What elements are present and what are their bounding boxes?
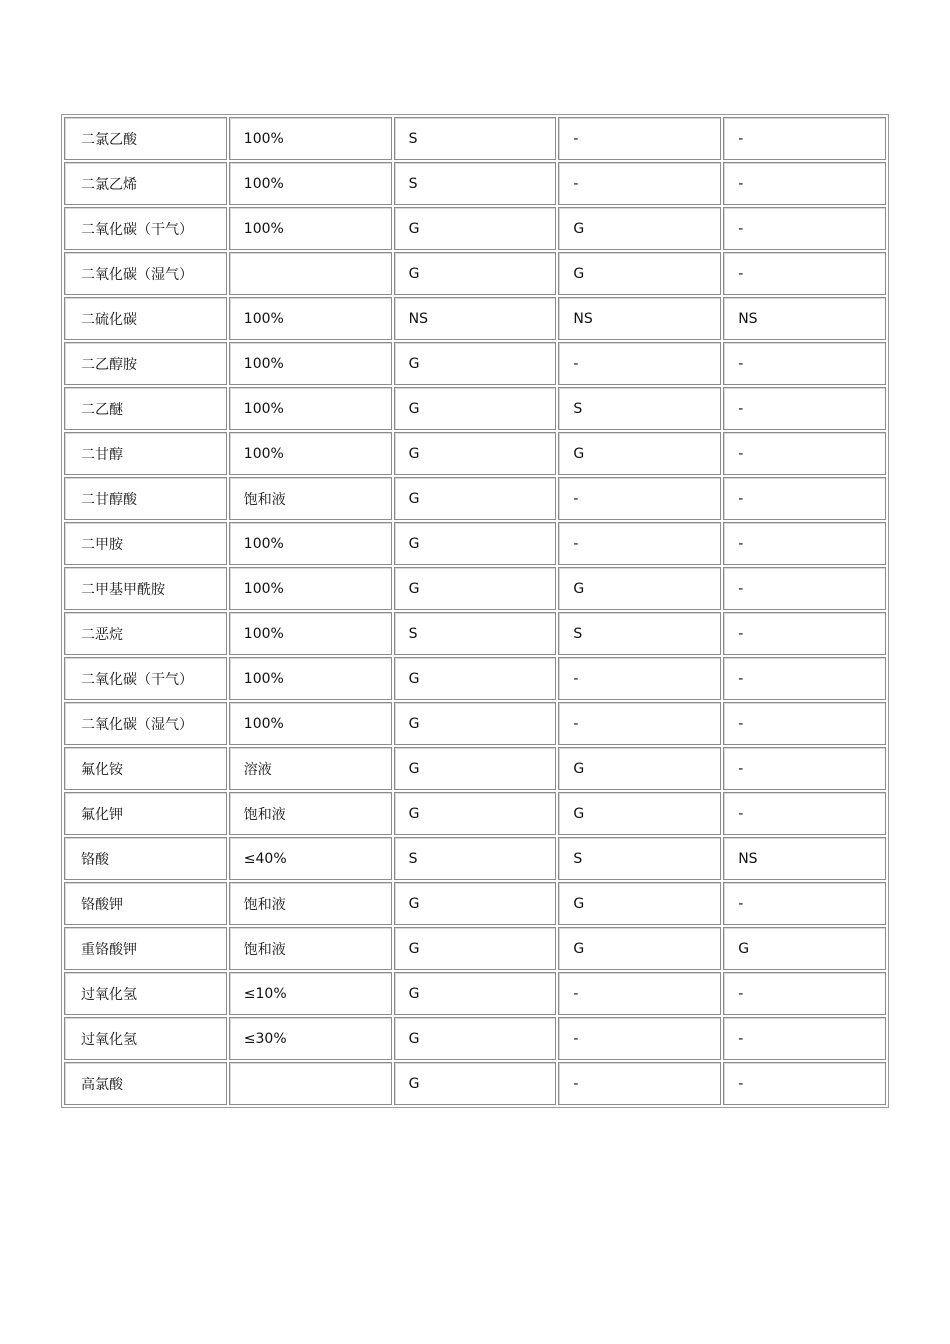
rating-cell-2: NS — [558, 297, 721, 340]
rating-cell-1: G — [394, 207, 557, 250]
rating-cell-1: G — [394, 927, 557, 970]
rating-cell-1: G — [394, 342, 557, 385]
rating-cell-2: - — [558, 162, 721, 205]
rating-cell-1: G — [394, 522, 557, 565]
rating-cell-1: G — [394, 567, 557, 610]
rating-cell-3: - — [723, 117, 886, 160]
chemical-name-cell: 铬酸钾 — [64, 882, 227, 925]
rating-cell-3: - — [723, 567, 886, 610]
concentration-cell: 100% — [229, 612, 392, 655]
rating-cell-1: G — [394, 252, 557, 295]
chemical-name-cell: 二氧化碳（湿气） — [64, 252, 227, 295]
rating-cell-1: S — [394, 162, 557, 205]
concentration-cell: 100% — [229, 162, 392, 205]
rating-cell-3: - — [723, 657, 886, 700]
rating-cell-3: - — [723, 252, 886, 295]
rating-cell-2: - — [558, 117, 721, 160]
concentration-cell: 100% — [229, 522, 392, 565]
rating-cell-1: S — [394, 837, 557, 880]
rating-cell-3: - — [723, 972, 886, 1015]
concentration-cell: ≤30% — [229, 1017, 392, 1060]
rating-cell-3: - — [723, 1062, 886, 1105]
concentration-cell: 100% — [229, 342, 392, 385]
rating-cell-1: G — [394, 972, 557, 1015]
rating-cell-3: - — [723, 342, 886, 385]
chemical-name-cell: 二硫化碳 — [64, 297, 227, 340]
concentration-cell: 100% — [229, 567, 392, 610]
concentration-cell: ≤40% — [229, 837, 392, 880]
rating-cell-3: - — [723, 477, 886, 520]
chemical-resistance-table — [62, 115, 888, 1107]
chemical-name-cell: 氟化钾 — [64, 792, 227, 835]
chemical-name-cell: 高氯酸 — [64, 1062, 227, 1105]
chemical-name-cell: 氟化铵 — [64, 747, 227, 790]
table-row — [64, 702, 886, 745]
rating-cell-2: - — [558, 342, 721, 385]
concentration-cell: 100% — [229, 207, 392, 250]
concentration-cell: 100% — [229, 387, 392, 430]
rating-cell-2: G — [558, 432, 721, 475]
rating-cell-3: NS — [723, 297, 886, 340]
rating-cell-1: S — [394, 612, 557, 655]
concentration-cell: 饱和液 — [229, 882, 392, 925]
table-row — [64, 522, 886, 565]
rating-cell-2: G — [558, 882, 721, 925]
rating-cell-3: - — [723, 612, 886, 655]
rating-cell-1: G — [394, 1017, 557, 1060]
concentration-cell: 100% — [229, 432, 392, 475]
table-row — [64, 882, 886, 925]
table-row — [64, 207, 886, 250]
rating-cell-2: - — [558, 657, 721, 700]
table-row — [64, 252, 886, 295]
rating-cell-2: - — [558, 522, 721, 565]
table-row — [64, 1062, 886, 1105]
rating-cell-3: - — [723, 207, 886, 250]
rating-cell-1: NS — [394, 297, 557, 340]
concentration-cell: 溶液 — [229, 747, 392, 790]
table-row — [64, 432, 886, 475]
table-row — [64, 792, 886, 835]
rating-cell-2: S — [558, 837, 721, 880]
chemical-name-cell: 二甲胺 — [64, 522, 227, 565]
chemical-name-cell: 二氯乙酸 — [64, 117, 227, 160]
concentration-cell: 饱和液 — [229, 477, 392, 520]
rating-cell-2: - — [558, 972, 721, 1015]
table-row — [64, 657, 886, 700]
table-row — [64, 837, 886, 880]
concentration-cell: 100% — [229, 117, 392, 160]
rating-cell-2: G — [558, 927, 721, 970]
chemical-name-cell: 铬酸 — [64, 837, 227, 880]
concentration-cell: 100% — [229, 297, 392, 340]
rating-cell-2: S — [558, 612, 721, 655]
rating-cell-3: - — [723, 702, 886, 745]
table-row — [64, 567, 886, 610]
rating-cell-2: - — [558, 1017, 721, 1060]
chemical-name-cell: 二甲基甲酰胺 — [64, 567, 227, 610]
chemical-name-cell: 二甘醇 — [64, 432, 227, 475]
table-row — [64, 477, 886, 520]
table-row — [64, 747, 886, 790]
table-row — [64, 972, 886, 1015]
concentration-cell: 饱和液 — [229, 792, 392, 835]
rating-cell-3: G — [723, 927, 886, 970]
rating-cell-2: - — [558, 702, 721, 745]
chemical-name-cell: 过氧化氢 — [64, 972, 227, 1015]
rating-cell-3: - — [723, 432, 886, 475]
rating-cell-3: - — [723, 1017, 886, 1060]
chemical-name-cell: 二乙醇胺 — [64, 342, 227, 385]
table-row — [64, 342, 886, 385]
rating-cell-2: G — [558, 747, 721, 790]
rating-cell-1: G — [394, 432, 557, 475]
table-row — [64, 1017, 886, 1060]
concentration-cell — [229, 252, 392, 295]
chemical-name-cell: 二乙醚 — [64, 387, 227, 430]
rating-cell-2: G — [558, 252, 721, 295]
rating-cell-2: G — [558, 207, 721, 250]
rating-cell-1: G — [394, 702, 557, 745]
rating-cell-1: G — [394, 747, 557, 790]
table-row — [64, 387, 886, 430]
concentration-cell: 饱和液 — [229, 927, 392, 970]
rating-cell-3: - — [723, 387, 886, 430]
rating-cell-3: NS — [723, 837, 886, 880]
rating-cell-2: - — [558, 477, 721, 520]
rating-cell-2: - — [558, 1062, 721, 1105]
chemical-resistance-table-frame — [61, 114, 889, 1108]
concentration-cell: 100% — [229, 657, 392, 700]
rating-cell-3: - — [723, 162, 886, 205]
rating-cell-2: S — [558, 387, 721, 430]
chemical-name-cell: 二恶烷 — [64, 612, 227, 655]
chemical-name-cell: 二氧化碳（干气） — [64, 207, 227, 250]
rating-cell-1: G — [394, 387, 557, 430]
rating-cell-2: G — [558, 792, 721, 835]
table-body — [64, 117, 886, 1105]
concentration-cell: 100% — [229, 702, 392, 745]
rating-cell-2: G — [558, 567, 721, 610]
rating-cell-1: G — [394, 882, 557, 925]
chemical-name-cell: 二氧化碳（干气） — [64, 657, 227, 700]
rating-cell-3: - — [723, 522, 886, 565]
table-row — [64, 162, 886, 205]
rating-cell-1: G — [394, 657, 557, 700]
chemical-name-cell: 重铬酸钾 — [64, 927, 227, 970]
table-row — [64, 612, 886, 655]
chemical-name-cell: 二甘醇酸 — [64, 477, 227, 520]
table-row — [64, 927, 886, 970]
rating-cell-1: S — [394, 117, 557, 160]
rating-cell-1: G — [394, 1062, 557, 1105]
rating-cell-3: - — [723, 747, 886, 790]
rating-cell-1: G — [394, 477, 557, 520]
concentration-cell: ≤10% — [229, 972, 392, 1015]
rating-cell-3: - — [723, 882, 886, 925]
table-row — [64, 117, 886, 160]
rating-cell-1: G — [394, 792, 557, 835]
chemical-name-cell: 过氧化氢 — [64, 1017, 227, 1060]
rating-cell-3: - — [723, 792, 886, 835]
concentration-cell — [229, 1062, 392, 1105]
chemical-name-cell: 二氧化碳（湿气） — [64, 702, 227, 745]
chemical-name-cell: 二氯乙烯 — [64, 162, 227, 205]
table-row — [64, 297, 886, 340]
